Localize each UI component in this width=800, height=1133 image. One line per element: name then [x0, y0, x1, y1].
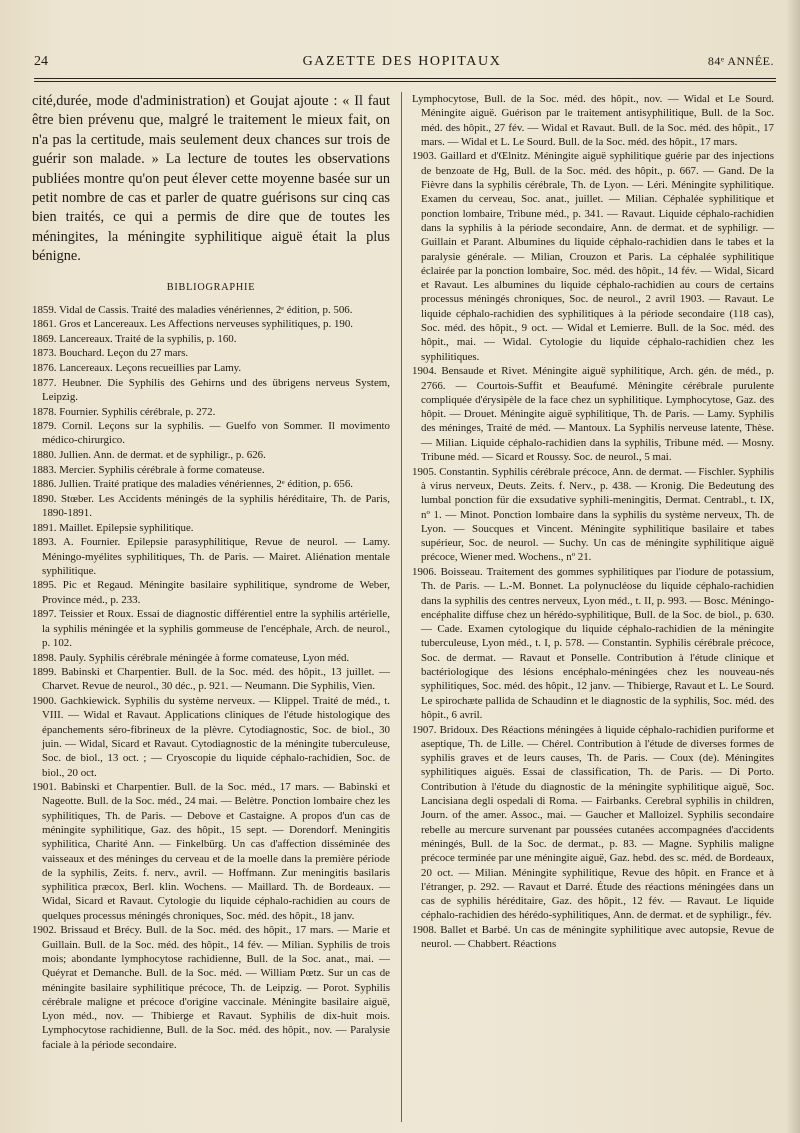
bibliography-entry: 1906. Boisseau. Traitement des gommes syphilitiques par l'iodure de potassium, Th. de Paris. — L.-M. Bonnet. La polynucléose du liquide céphalo-rachidien dans la syphilis des centres nerveux, Lyon méd., t. II, p. 993. — Bosc. Méningo-encéphalite diffuse chez un hérédo-syphilitique, Bull. de la Soc. de biol., p. 630. — Cade. Examen cytologique du liquide céphalo-rachidien de la méningite tuberculeuse, Lyon méd., t. I, p. 578. — Constantin. Syphilis cérébrale précoce, Soc. de dermat. — Ravaut et Ponselle. Contribution à l'étude clinique et bactériologique des lésions encéphalo-méningées chez les nouveau-nés syphilitiques, Soc. méd. des hôpit., 12 janv. — Thibierge, Ravaut et L. Le Sourd. Le spirochæte pallida de Schaudinn et le diagnostic de la syphilis, Soc. méd. des hôpit., 6 avril. [412, 565, 774, 721]
bibliography-heading: BIBLIOGRAPHIE [166, 281, 256, 293]
page-number: 24 [34, 54, 48, 69]
bibliography-entry: 1899. Babinski et Charpentier. Bull. de la Soc. méd. des hôpit., 13 juillet. — Charvet. Revue de neurol., 30 déc., p. 921. — Neumann. Die Syphilis, Vien. [32, 666, 390, 693]
bibliography-entry: 1908. Ballet et Barbé. Un cas de méningite syphilitique avec autopsie, Revue de neurol. — Chabbert. Réactions [412, 924, 774, 951]
bibliography-entry: 1897. Teissier et Roux. Essai de diagnostic différentiel entre la syphilis artérielle, la syphilis méningée et la syphilis gommeuse de l'encéphale, Arch. de neurol., p. 102. [32, 608, 390, 649]
bibliography-entry: 1904. Bensaude et Rivet. Méningite aiguë syphilitique, Arch. gén. de méd., p. 2766. — Courtois-Suffit et Beaufumé. Méningite cérébrale purulente compliquée d'érysipèle de la face chez un syphilitique. Lymphocytose, Gaz. des hôpit. — Drouet. Méningite aiguë syphilitique, Th. de Paris. — Lamy. Syphilis des méninges, Traité de méd. — Mantoux. La Syphilis nerveuse latente, Thèse. — Milian. Liquide céphalo-rachidien dans la syphilis, Tribune méd. — Mosny. Tribune méd. — Sicard et Roussy. Soc. de neurol., 5 mai. [412, 365, 774, 464]
bibliography-entry: 1905. Constantin. Syphilis cérébrale précoce, Ann. de dermat. — Fischler. Syphilis à virus nerveux, Deuts. Zeits. f. Nerv., p. 438. — Kronig. Die Bedeutung des lumbal ponction für die exsudative syphili-meningitis, Dermat. Centrabl., t. IX, nº 1. — Minot. Ponction lombaire dans la syphilis du système nerveux, Th. de Lyon. — Soucques et Vincent. Méningite syphilitique basilaire et tabes supérieur, Soc. de neurol. — Suchy. Un cas de méningite syphilitique aiguë précoce, Wiener med. Wochens., nº 21. [412, 465, 774, 564]
left-column [32, 92, 390, 1122]
page-header [22, 54, 782, 74]
bibliography-entry: 1859. Vidal de Cassis. Traité des maladies vénériennes, 2ᵉ édition, p. 506. [32, 303, 353, 316]
bibliography-entry: 1879. Cornil. Leçons sur la syphilis. — Guelfo von Sommer. Il movimento médico-chirurgico. [32, 420, 390, 447]
column-divider [401, 92, 402, 1122]
bibliography-entry: 1902. Brissaud et Brécy. Bull. de la Soc. méd. des hôpit., 17 mars. — Marie et Guillain. Bull. de la Soc. méd. des hôpit., 14 fév. — Milian. Syphilis de trois mois; abondante lymphocytose rachidienne, Bull. de la Soc. anat., mai. — Quéyrat et Demanche. Bull. de la Soc. méd. — William Pœtz. Sur un cas de méningite basilaire syphilitique précoce, Th. de Leipzig. — Porot. Syphilis cérébrale maligne et précoce d'origine vaccinale. Méningite basilaire aiguë, Lyon méd., nov. — Thibierge et Ravaut. Syphilis de dix-huit mois. Lymphocytose rachidienne, Bull. de la Soc. méd. des hôpit., nov. — Paralysie faciale à la période secondaire. [32, 924, 390, 1051]
bibliography-entry: 1886. Jullien. Traité pratique des maladies vénériennes, 2ᵉ édition, p. 656. [32, 478, 353, 491]
bibliography-entry: 1901. Babinski et Charpentier. Bull. de la Soc. méd., 17 mars. — Babinski et Nageotte. Bull. de la Soc. méd., 24 mai. — Belètre. Ponction lombaire chez les syphilitiques, Th. de Paris. — Debove et Castaigne. A propos d'un cas de méningite syphilitique, Gaz. des hôpit., 15 sept. — Dorendorf. Meningitis syphilitica, Charité Ann. — Finkelbürg. Un cas d'affection disséminée des vaisseaux et des méninges du cerveau et de la moelle dans la première période de la syphilis, Zeits. f. nerv., avril. — Hoffmann. Zur meningitis basilaris syphilitica præcox, Berl. klin. Wochens. — Maillard. Th. de Bordeaux. — Widal, Sicard et Ravaut. Cytologie du liquide céphalo-rachidien au cours de quelques processus méningés chroniques, Soc. méd. des hôpit., 18 janv. [32, 781, 390, 922]
bibliography-entry: 1873. Bouchard. Leçon du 27 mars. [32, 347, 189, 360]
bibliography-entry: Lymphocytose, Bull. de la Soc. méd. des hôpit., nov. — Widal et Le Sourd. Méningite aiguë. Guérison par le traitement antisyphilitique, Bull. de la Soc. méd. des hôpit., 27 fév. — Widal et Ravaut. Bull. de la Soc. méd. des hôpit., 17 mars. — Widal et L. Le Sourd. Bull. de la Soc. méd. des hôpit., 17 mars. [412, 93, 774, 148]
header-rule [34, 78, 776, 79]
bibliography-entry: 1869. Lancereaux. Traité de la syphilis, p. 160. [32, 332, 237, 345]
bibliography-list-right [412, 92, 774, 952]
bibliography-entry: 1883. Mercier. Syphilis cérébrale à forme comateuse. [32, 463, 265, 476]
header-rule-secondary [34, 81, 776, 82]
bibliography-entry: 1907. Bridoux. Des Réactions méningées à liquide céphalo-rachidien puriforme et aseptique, Th. de Lille. — Chérel. Contribution à l'étude de diverses formes de syphilis graves et de leurs causes, Th. de Paris. — Coux (de). Méningites syphilitiques aiguës. Essai de classification, Th. de Paris. — Di Porto. Contribution à l'étude du diagnostic de la méningite syphilitique aiguë, Soc. Lancisiana degli ospedali di Roma. — Fairbanks. Cerebral syphilis in children, Journ. of the amer. Assoc., mai. — Gaucher et Malloizel. Syphilis secondaire rebelle au mercure survenant par poussées cutanées accompagnées d'accidents méningés, Bull. de la Soc. de dermat., p. 83. — Magne. Syphilis maligne précoce terminée par une méningite aiguë, Gaz. hebd. des sc. méd. de Bordeaux, 20 oct. — Milian. Méningite syphilitique, Revue des hôpit. en France et à l'étranger, p. 292. — Ravaut et Darré. Étude des réactions méningées dans un cas de syphilis héréditaire, Gaz. des hôpit., 12 fév. — Ravaut. Le liquide céphalo-rachidien des hérédo-syphilitiques, Ann. de dermat. et de syphiligr., fév. [412, 723, 774, 922]
right-column [412, 92, 774, 1122]
bibliography-entry: 1903. Gaillard et d'Œlnitz. Méningite aiguë syphilitique guérie par des injections de benzoate de Hg, Bull. de la Soc. méd. des hôpit., p. 667. — Gand. De la Fièvre dans la syphilis cérébrale, Th. de Lyon. — Léri. Méningite syphilitique. Examen du cerveau, Soc. anat., juillet. — Milian. Céphalée syphilitique et ponction lombaire, Tribune méd., p. 341. — Ravaut. Liquide céphalo-rachidien dans la syphilis à la période secondaire, Ann. de dermat. et de syphiligr. — Guillain et Parant. Albumines du liquide céphalo-rachidien dans le tabes et la paralysie générale. — Milian, Crouzon et Paris. La céphalée syphilitique éclairée par la ponction lombaire, Soc. méd. des hôpit., 14 fév. — Widal, Sicard et Ravaut. Les albumines du liquide céphalo-rachidien au cours de certains processus méningés chroniques, Soc. de neurol., 2 avril 1903. — Ravaut. Le liquide céphalo-rachidien des syphilitiques à la période secondaire (118 cas), Soc. méd. des hôpit., 9 oct. — Widal et Lemierre. Bull. de la Soc. méd. des hôpit., mai. — Widal. Cytologie du liquide céphalo-rachidien chez les syphilitiques. [412, 150, 774, 363]
bibliography-entry: 1895. Pic et Regaud. Méningite basilaire syphilitique, syndrome de Weber, Province méd., p. 233. [32, 579, 390, 606]
intro-paragraph: cité,durée, mode d'administration) et Goujat ajoute : « Il faut être bien prévenu que, malgré le traitement le mieux fait, on n'a pas la certitude, mais seulement deux chances sur trois de guérir son malade. » La lecture de toutes les observations publiées montre qu'on peut élever cette moyenne basée sur un petit nombre de cas et parler de quatre guérisons sur cinq cas bien traités, ce qui a permis de dire que de toutes les méningites, la méningite syphilitique aiguë était la plus bénigne. [32, 93, 390, 265]
bibliography-entry: 1890. Stœber. Les Accidents méningés de la syphilis héréditaire, Th. de Paris, 1890-1891. [32, 492, 390, 520]
bibliography-entry: 1898. Pauly. Syphilis cérébrale méningée à forme comateuse, Lyon méd. [32, 651, 350, 664]
journal-year: 84ᵉ ANNÉE. [707, 54, 774, 68]
bibliography-entry: 1880. Jullien. Ann. de dermat. et de syphiligr., p. 626. [32, 449, 266, 461]
journal-title: GAZETTE DES HOPITAUX [302, 54, 502, 69]
bibliography-entry: 1878. Fournier. Syphilis cérébrale, p. 272. [32, 405, 216, 418]
bibliography-entry: 1861. Gros et Lancereaux. Les Affections nerveuses syphilitiques, p. 190. [32, 318, 353, 331]
bibliography-entry: 1893. A. Fournier. Epilepsie parasyphilitique, Revue de neurol. — Lamy. Méningo-myélites syphilitiques, Th. de Paris. — Mairet. Aliénation mentale syphilitique. [32, 536, 390, 577]
bibliography-entry: 1891. Maillet. Epilepsie syphilitique. [32, 521, 194, 534]
bibliography-entry: 1876. Lancereaux. Leçons recueillies par Lamy. [32, 362, 242, 375]
page-edge-shadow [786, 0, 800, 1133]
bibliography-entry: 1877. Heubner. Die Syphilis des Gehirns und des übrigens nerveus System, Leipzig. [32, 376, 390, 403]
bibliography-list-left [32, 303, 390, 1052]
bibliography-entry: 1900. Gachkiewick. Syphilis du système nerveux. — Klippel. Traité de méd., t. VIII. — Widal et Ravaut. Applications cliniques de l'étude histologique des épanchements séro-fibrineux de la plèvre. Cytodiagnostic, Soc. de biol., 30 juin. — Widal, Sicard et Ravaut. Cytodiagnostic de la méningite tuberculeuse, Soc. de biol., 13 oct. ; — Cryoscopie du liquide céphalo-rachidien, Soc. de biol., 20 oct. [32, 695, 390, 779]
